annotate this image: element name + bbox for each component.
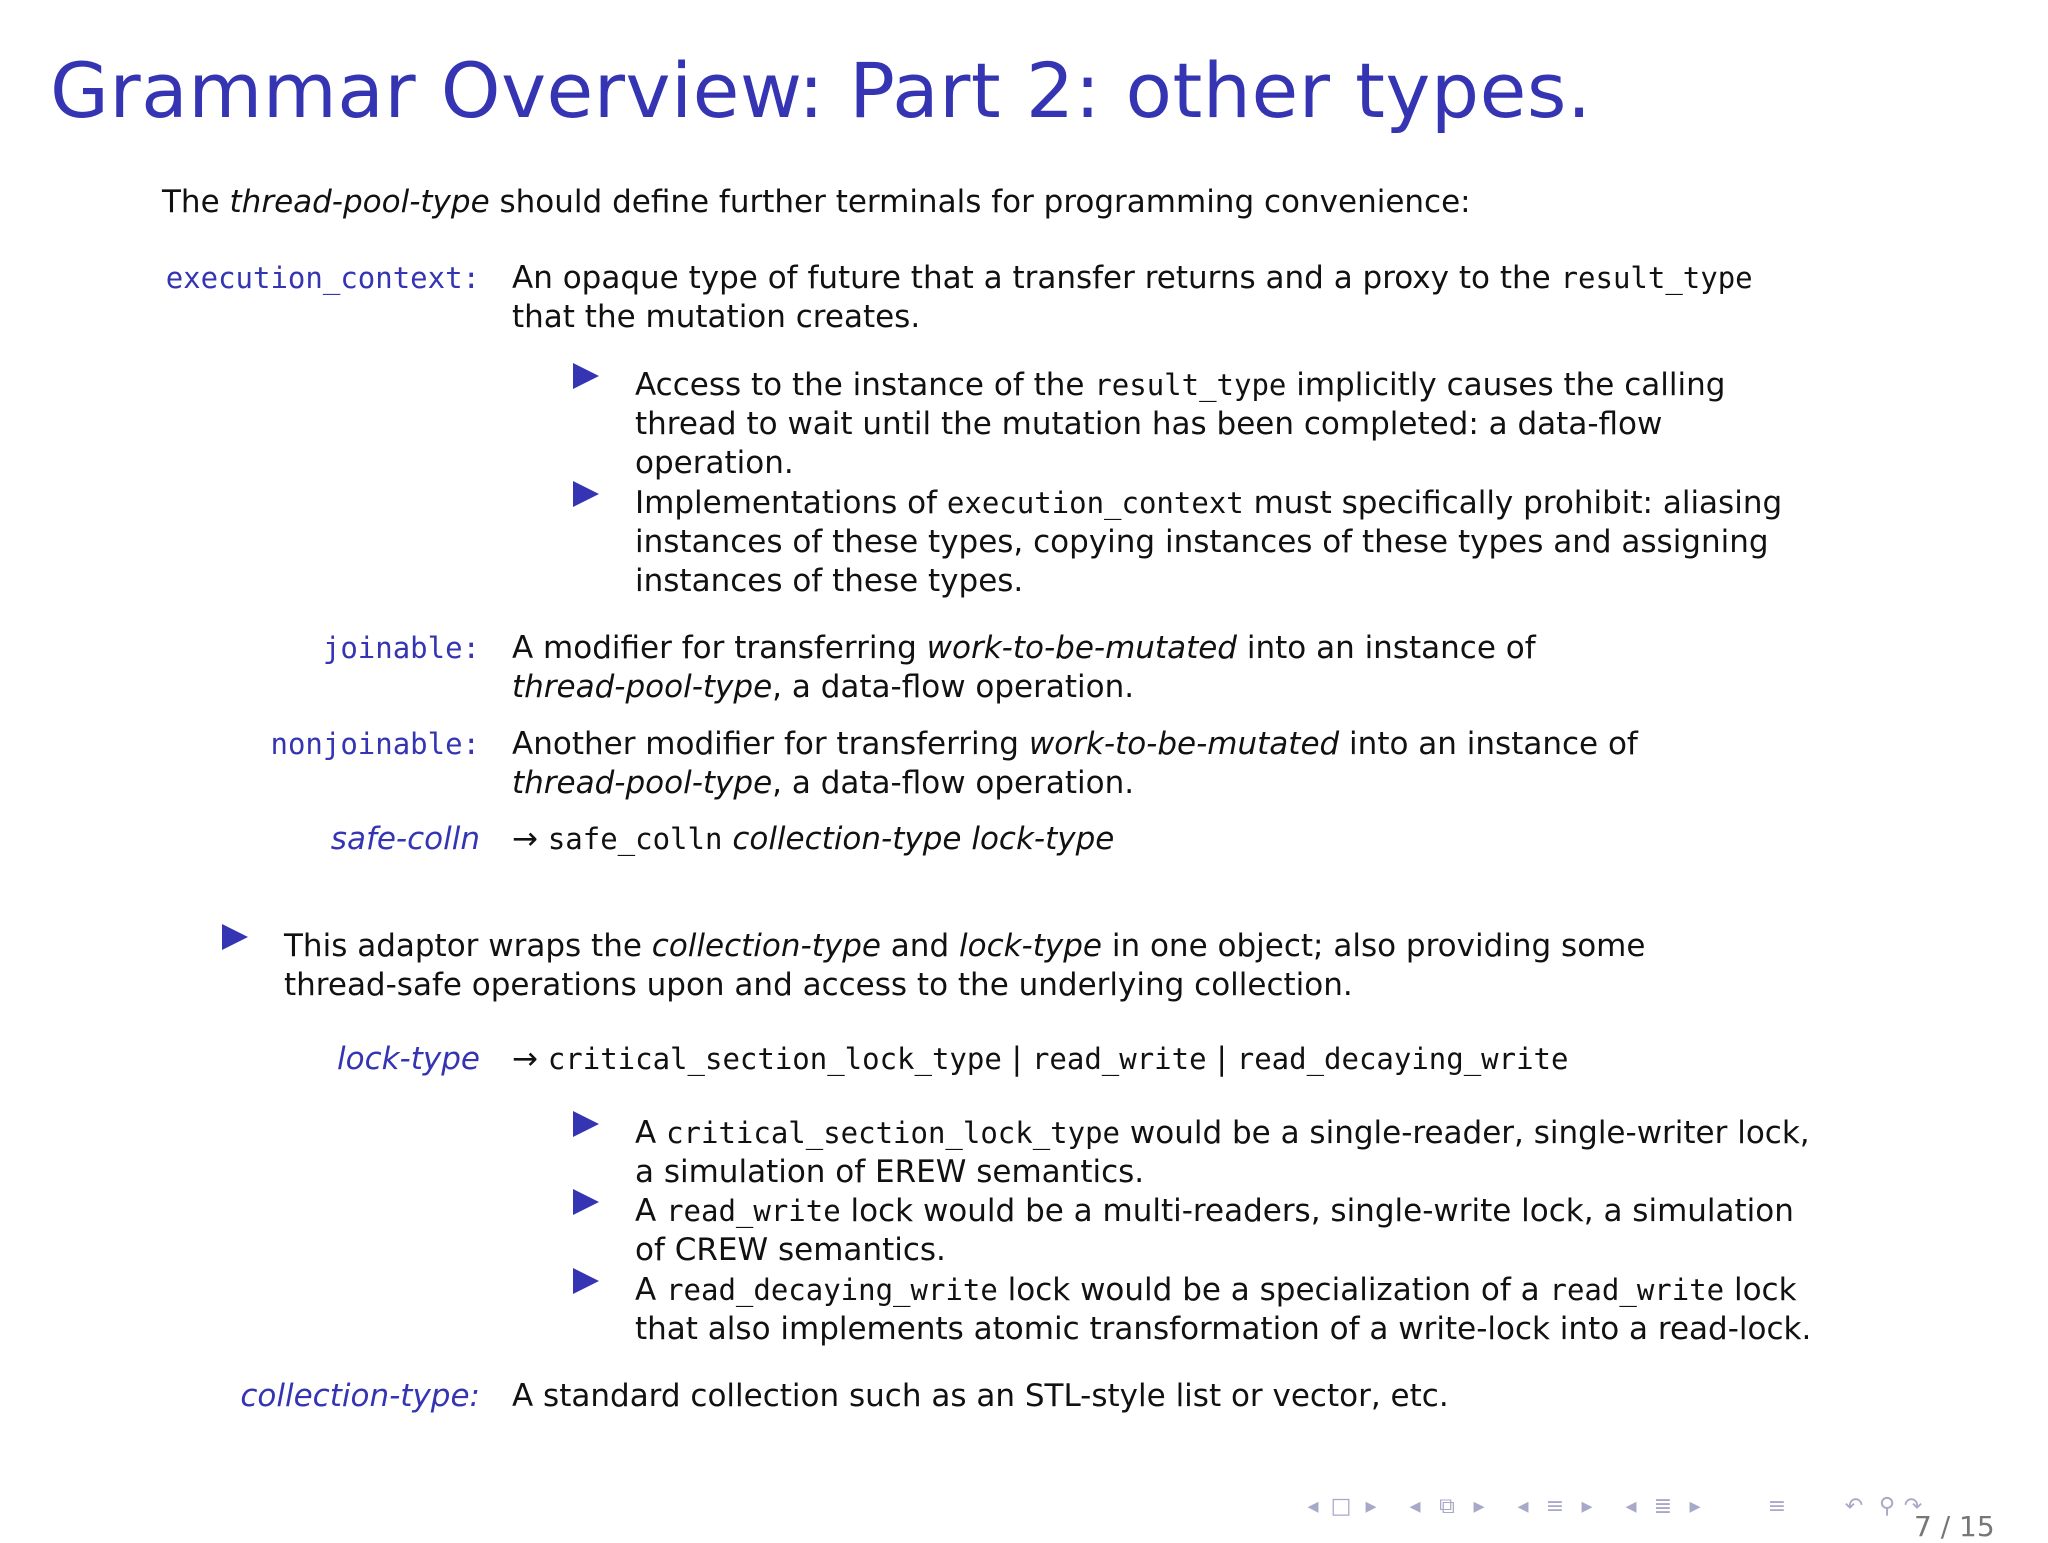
bullet-text: that also implements atomic transformation of a write-lock into a read-lock. bbox=[635, 1311, 1812, 1347]
bullet-text: thread to wait until the mutation has been completed: a data-flow bbox=[635, 406, 1663, 442]
subsection-icon[interactable]: ⧉ bbox=[1439, 1493, 1455, 1519]
search-icon[interactable]: ⚲ bbox=[1878, 1493, 1896, 1519]
def-text-nonjoinable-line1: Another modifier for transferring work-to-be-mutated into an instance of bbox=[512, 726, 1638, 762]
nav-left-icon[interactable]: ◂ bbox=[1409, 1493, 1421, 1519]
def-text-nonjoinable-line2: thread-pool-type, a data-flow operation. bbox=[512, 765, 1135, 801]
def-label-lock-type: lock-type bbox=[336, 1041, 480, 1077]
bullet-triangle-icon bbox=[573, 1268, 599, 1294]
def-text-safe-colln: → safe_colln collection-type lock-type bbox=[512, 821, 1115, 857]
nav-left-icon[interactable]: ◂ bbox=[1625, 1493, 1637, 1519]
def-text-joinable-line2: thread-pool-type, a data-flow operation. bbox=[512, 669, 1135, 705]
def-label-nonjoinable: nonjoinable: bbox=[270, 727, 480, 761]
bullet-triangle-icon bbox=[573, 363, 599, 389]
def-text-execution-context-line2: that the mutation creates. bbox=[512, 299, 921, 335]
align-icon[interactable]: ≡ bbox=[1767, 1493, 1787, 1519]
nav-right-icon[interactable]: ▸ bbox=[1581, 1493, 1593, 1519]
frame-icon[interactable]: □ bbox=[1330, 1493, 1352, 1519]
bullet-triangle-icon bbox=[222, 924, 248, 950]
def-label-collection-type: collection-type: bbox=[240, 1378, 480, 1414]
bullet-text: operation. bbox=[635, 445, 794, 481]
bullet-triangle-icon bbox=[573, 1111, 599, 1137]
page-number: 7 / 15 bbox=[1914, 1510, 1995, 1543]
bullet-text: a simulation of EREW semantics. bbox=[635, 1154, 1145, 1190]
def-label-execution-context: execution_context: bbox=[165, 261, 480, 295]
def-text-collection-type: A standard collection such as an STL-style list or vector, etc. bbox=[512, 1378, 1449, 1414]
adaptor-bullet-line2: thread-safe operations upon and access to the underlying collection. bbox=[284, 967, 1353, 1003]
forward-icon[interactable]: ↷ bbox=[1903, 1493, 1923, 1519]
def-label-joinable: joinable: bbox=[322, 631, 480, 665]
def-text-lock-type: → critical_section_lock_type | read_write | read_decaying_write bbox=[512, 1041, 1569, 1077]
bullet-text: of CREW semantics. bbox=[635, 1232, 946, 1268]
bullet-text: A read_write lock would be a multi-readers, single-write lock, a simulation bbox=[635, 1193, 1794, 1229]
section-icon[interactable]: ≣ bbox=[1653, 1493, 1673, 1519]
nav-left-icon[interactable]: ◂ bbox=[1307, 1493, 1319, 1519]
bullet-text: Implementations of execution_context must specifically prohibit: aliasing bbox=[635, 485, 1783, 521]
slide-title: Grammar Overview: Part 2: other types. bbox=[50, 46, 1592, 135]
bullet-triangle-icon bbox=[573, 1189, 599, 1215]
intro-text: The thread-pool-type should define further terminals for programming convenience: bbox=[162, 184, 1471, 220]
nav-right-icon[interactable]: ▸ bbox=[1365, 1493, 1377, 1519]
nav-left-icon[interactable]: ◂ bbox=[1517, 1493, 1529, 1519]
bullet-text: A read_decaying_write lock would be a specialization of a read_write lock bbox=[635, 1272, 1797, 1308]
nav-right-icon[interactable]: ▸ bbox=[1689, 1493, 1701, 1519]
def-text-execution-context-line1: An opaque type of future that a transfer returns and a proxy to the result_type bbox=[512, 260, 1753, 296]
def-text-joinable-line1: A modifier for transferring work-to-be-mutated into an instance of bbox=[512, 630, 1536, 666]
subsection-icon[interactable]: ≡ bbox=[1545, 1493, 1565, 1519]
beamer-navigation-bar bbox=[1300, 1490, 1926, 1522]
bullet-text: Access to the instance of the result_type implicitly causes the calling bbox=[635, 367, 1726, 403]
nav-right-icon[interactable]: ▸ bbox=[1473, 1493, 1485, 1519]
bullet-text: A critical_section_lock_type would be a single-reader, single-writer lock, bbox=[635, 1115, 1810, 1151]
back-icon[interactable]: ↶ bbox=[1844, 1493, 1864, 1519]
def-label-safe-colln: safe-colln bbox=[330, 821, 480, 857]
adaptor-bullet-line1: This adaptor wraps the collection-type and lock-type in one object; also providing some bbox=[284, 928, 1646, 964]
bullet-triangle-icon bbox=[573, 481, 599, 507]
bullet-text: instances of these types. bbox=[635, 563, 1024, 599]
bullet-text: instances of these types, copying instances of these types and assigning bbox=[635, 524, 1769, 560]
